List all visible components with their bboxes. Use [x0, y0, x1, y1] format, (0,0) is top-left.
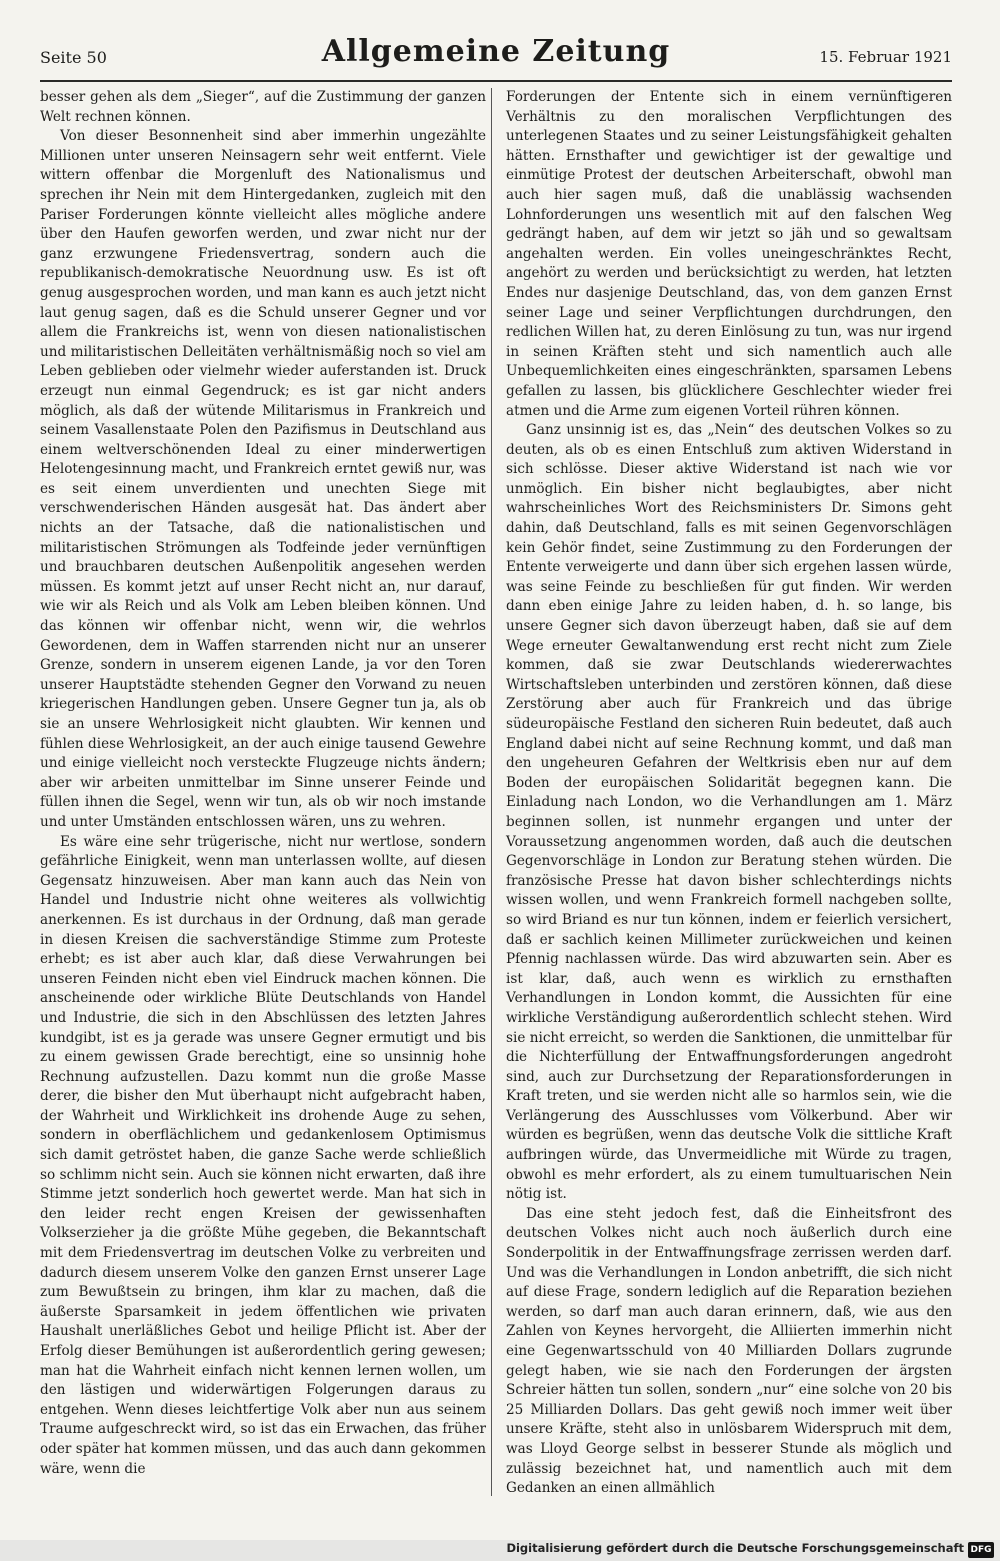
page-header	[40, 34, 952, 78]
masthead-title: Allgemeine Zeitung	[321, 34, 671, 69]
paragraph: Forderungen der Entente sich in einem vernünftigeren Verhältnis zu den moralischen Verpflichtungen des unterlegenen Staates und zu seiner Leistungsfähigkeit gehalten hätten. Ernsthafter und gewichtiger ist der gewaltige und einmütige Protest der deutschen Arbeiterschaft, obwohl man auch hier sagen muß, daß die unablässig wachsenden Lohnforderungen uns wesentlich mit auf den falschen Weg gedrängt haben, auf dem wir jetzt so jäh und so gewaltsam angehalten werden. Ein volles uneingeschränktes Recht, angehört zu werden und berücksichtigt zu werden, hat letzten Endes nur dasjenige Deutschland, das, von dem ganzen Ernst seiner Lage und seiner Verpflichtungen durchdrungen, den redlichen Willen hat, zu deren Einlösung zu tun, was nur irgend in seinen Kräften steht und sich namentlich auch alle Unbequemlichkeiten eines eingeschränkten, sparsamen Lebens gefallen zu lassen, bis glücklichere Geschlechter wieder frei atmen und die Arme zum eigenen Vorteil rühren können.	[506, 89, 952, 419]
right-column	[506, 88, 952, 1499]
paragraph: Von dieser Besonnenheit sind aber immerhin ungezählte Millionen unter unseren Neinsagern sehr weit entfernt. Viele wittern offenbar die Morgenluft des Nationalismus und sprechen ihr Nein mit dem Hintergedanken, zugleich mit den Pariser Forderungen könnte vielleicht alles mögliche andere über den Haufen geworfen werden, und zwar nicht nur der ganz erzwungene Friedensvertrag, sondern auch die republikanisch-demokratische Neuordnung usw. Es ist oft genug ausgesprochen worden, und man kann es auch jetzt nicht laut genug sagen, daß es die Schuld unserer Gegner und vor allem die Frankreichs ist, wenn von diesen nationalistischen und militaristischen Delleitäten verhältnismäßig noch so viel am Leben geblieben oder vielmehr wieder auferstanden ist. Druck erzeugt nun einmal Gegendruck; es ist gar nicht anders möglich, als daß der wütende Militarismus in Frankreich und seinem Vasallenstaate Polen den Pazifismus in Deutschland aus einem weltverschönenden Ideal zu einer minderwertigen Helotengesinnung macht, und Frankreich erntet gewiß nur, was es seit einem unverdienten und unechten Siege mit verschwenderischen Händen ausgesät hat. Das ändert aber nichts an der Tatsache, daß die nationalistischen und militaristischen Strömungen als Todfeinde jeder vernünftigen und brauchbaren deutschen Außenpolitik angesehen werden müssen. Es kommt jetzt auf unser Recht nicht an, nur darauf, wie wir als Reich und als Volk am Leben bleiben können. Und das können wir offenbar nicht, wenn wir, die wehrlos Gewordenen, dem in Waffen starrenden nicht nur an unserer Grenze, sondern in unserem eigenen Lande, ja vor den Toren unserer Hauptstädte stehenden Gegner den Vorwand zu neuen kriegerischen Handlungen geben. Unsere Gegner tun ja, als ob sie an unsere Wehrlosigkeit nicht glaubten. Wir kennen und fühlen diese Wehrlosigkeit, an der auch einige tausend Gewehre und einige vielleicht noch versteckte Flugzeuge nichts ändern; aber wir arbeiten unmittelbar im Sinne unserer Feinde und füllen ihnen die Segel, wenn wir tun, als ob wir noch imstande und unter Umständen entschlossen wären, uns zu wehren.	[40, 128, 486, 830]
page-number: Seite 50	[40, 48, 107, 67]
dfg-logo-icon: DFG	[968, 1542, 994, 1558]
paragraph: Ganz unsinnig ist es, das „Nein“ des deutschen Volkes so zu deuten, als ob es einen Entschluß zum aktiven Widerstand in sich schlösse. Dieser aktive Widerstand ist nach wie vor unmöglich. Ein bisher nicht beglaubigtes, aber nicht wahrscheinliches Wort des Reichsministers Dr. Simons geht dahin, daß Deutschland, falls es mit seinen Gegenvorschlägen kein Gehör findet, seine Zustimmung zu den Forderungen der Entente verweigerte und dann über sich ergehen lassen würde, was seine Feinde zu beschließen für gut finden. Wir werden dann eben einige Jahre zu leiden haben, d. h. so lange, bis unsere Gegner sich davon überzeugt haben, daß sie auf dem Wege erneuter Gewaltanwendung erst recht nicht zum Ziele kommen, daß sie zwar Deutschlands wiedererwachtes Wirtschaftsleben unterbinden und zerstören können, daß diese Zerstörung aber auch für Frankreich und das übrige südeuropäische Festland den sicheren Ruin bedeutet, daß auch England dabei nicht auf seine Rechnung kommt, und daß man den ungeheuren Gefahren der Weltkrisis eben nur auf dem Boden der europäischen Solidarität begegnen kann. Die Einladung nach London, wo die Verhandlungen am 1. März beginnen sollen, ist nunmehr ergangen und unter der Voraussetzung angenommen worden, daß auch die deutschen Gegenvorschläge in London zur Beratung stehen würden. Die französische Presse hat davon bisher schlechterdings nichts wissen wollen, und wenn Frankreich formell nachgeben sollte, so wird Briand es nur tun können, indem er feierlich versichert, daß er sachlich keinen Millimeter zurückweichen und keinen Pfennig nachlassen würde. Das wird abzuwarten sein. Aber es ist klar, daß, auch wenn es wirklich zu ernsthaften Verhandlungen in London kommt, die Aussichten für eine wirkliche Verständigung außerordentlich schlecht stehen. Wird sie nicht erreicht, so werden die Sanktionen, die unmittelbar für die Nichterfüllung der Entwaffnungsforderungen angedroht sind, auch zur Durchsetzung der Reparationsforderungen in Kraft treten, und sie werden nicht alle so harmlos sein, wie die Verlängerung des Ausschlusses vom Völkerbund. Aber wir würden es begrüßen, wenn das deutsche Volk die sittliche Kraft aufbringen würde, das Unvermeidliche mit Würde zu tragen, obwohl es mehr erfordert, als zu einem tumultuarischen Nein nötig ist.	[506, 422, 952, 1203]
funding-credit: Digitalisierung gefördert durch die Deutsche Forschungsgemeinschaft	[506, 1541, 964, 1555]
column-divider	[491, 88, 492, 1496]
left-column	[40, 88, 486, 1479]
paragraph: Das eine steht jedoch fest, daß die Einheitsfront des deutschen Volkes nicht auch noch äußerlich durch eine Sonderpolitik in der Entwaffnungsfrage zerrissen werden darf. Und was die Verhandlungen in London anbetrifft, die sich nicht auf diese Frage, sondern lediglich auf die Reparation beziehen werden, so darf man auch daran erinnern, daß, wie aus den Zahlen von Keynes hervorgeht, die Alliierten immerhin nicht eine Gegenwartsschuld von 40 Milliarden Dollars zugrunde gelegt haben, wie sie nach den Forderungen der ärgsten Schreier hätten tun sollen, sondern „nur“ eine solche von 20 bis 25 Milliarden Dollars. Das geht gewiß noch immer weit über unsere Kräfte, steht also in unlösbarem Widerspruch mit dem, was Lloyd George selbst in besserer Stunde als möglich und zulässig bezeichnet hat, und namentlich auch mit dem Gedanken an einen allmählich	[506, 1205, 952, 1497]
issue-date: 15. Februar 1921	[819, 48, 952, 66]
header-rule	[40, 80, 952, 82]
paragraph: Es wäre eine sehr trügerische, nicht nur wertlose, sondern gefährliche Einigkeit, wenn man unterlassen wollte, auf diesen Gegensatz hinzuweisen. Aber man kann auch das Nein von Handel und Industrie nicht ohne weiteres als vollwichtig anerkennen. Es ist durchaus in der Ordnung, daß man gerade in diesen Kreisen die sachverständige Stimme zum Proteste erhebt; es ist aber auch klar, daß diese Verwahrungen bei unseren Feinden nicht eben viel Eindruck machen können. Die anscheinende oder wirkliche Blüte Deutschlands von Handel und Industrie, die sich in den Abschlüssen des letzten Jahres kundgibt, ist es ja gerade was unsere Gegner ermutigt und bis zu einem gewissen Grade berechtigt, eine so unsinnig hohe Rechnung aufzustellen. Dazu kommt nun die große Masse derer, die bisher den Mut überhaupt nicht aufgebracht haben, der Wahrheit und Wirklichkeit ins drohende Auge zu sehen, sondern in oberflächlichem und gedankenlosem Optimismus sich damit getröstet haben, die ganze Sache werde schließlich so schlimm nicht sein. Auch sie können nicht erwarten, daß ihre Stimme jetzt sonderlich hoch gewertet werde. Man hat sich in den leider recht engen Kreisen der gewissenhaften Volkserzieher ja die größte Mühe gegeben, die Bekanntschaft mit dem Friedensvertrag im deutschen Volke zu verbreiten und dadurch diesem unserem Volke den ganzen Ernst unserer Lage zum Bewußtsein zu bringen, ihm klar zu machen, daß die äußerste Sparsamkeit in jedem öffentlichen wie privaten Haushalt unerläßliches Gebot und heilige Pflicht ist. Aber der Erfolg dieser Bemühungen ist außerordentlich gering gewesen; man hat die Wahrheit einfach nicht kennen lernen wollen, um den lästigen und widerwärtigen Folgerungen daraus zu entgehen. Wenn dieses leichtfertige Volk aber nun aus seinem Traume aufgeschreckt wird, so ist das ein Erwachen, das früher oder später hat kommen müssen, und das auch dann gekommen wäre, wenn die	[40, 833, 486, 1477]
paragraph: besser gehen als dem „Sieger“, auf die Zustimmung der ganzen Welt rechnen können.	[40, 89, 486, 125]
